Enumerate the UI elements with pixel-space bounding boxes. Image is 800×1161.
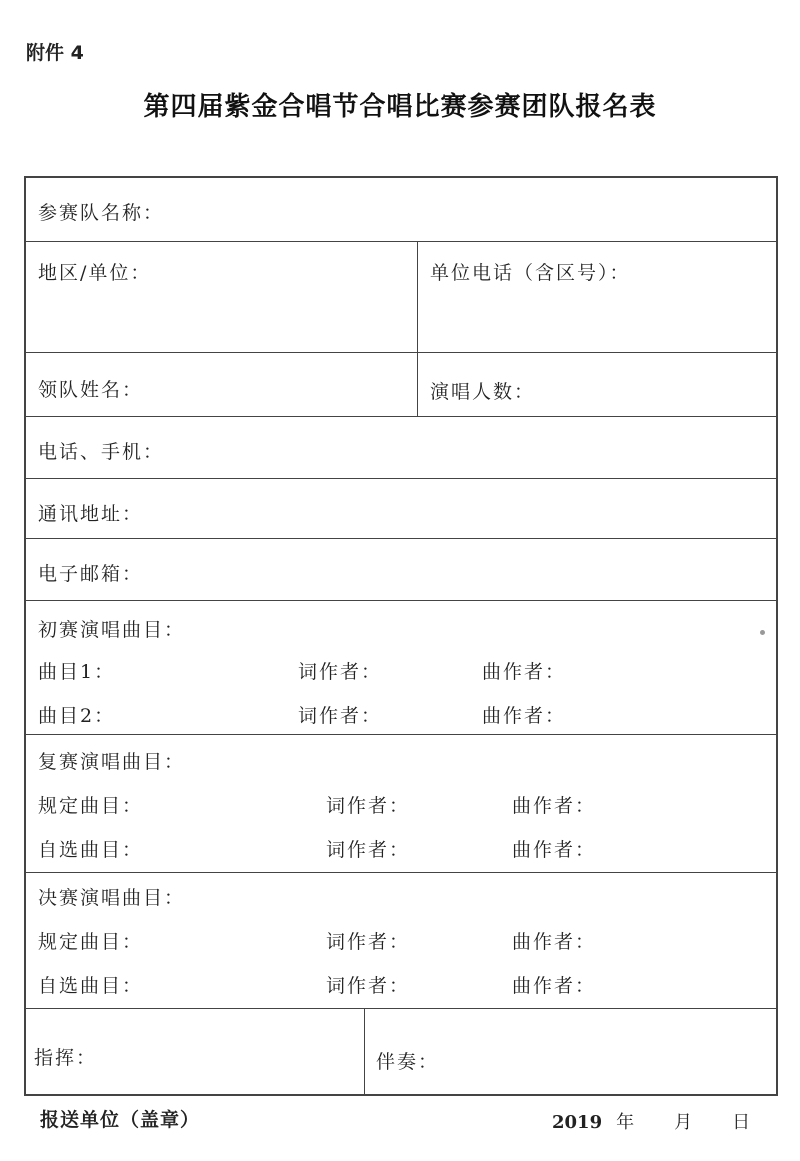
semifinal-composer-2-label: 曲作者： — [512, 839, 597, 861]
accompanist-label: 伴奏： — [376, 1051, 440, 1073]
address-row — [26, 479, 776, 539]
team-name-label: 参赛队名称： — [38, 202, 165, 224]
registration-form — [24, 176, 778, 1096]
date-line — [552, 1108, 750, 1134]
unit-phone-label: 单位电话（含区号）： — [430, 262, 631, 284]
region-divider — [417, 242, 418, 352]
final-heading: 决赛演唱曲目： — [38, 887, 186, 909]
month-unit: 月 — [674, 1112, 693, 1133]
preliminary-section — [26, 601, 776, 735]
leader-name-label: 领队姓名： — [38, 379, 144, 401]
conductor-row — [26, 1009, 776, 1096]
conductor-divider — [364, 1009, 365, 1096]
day-unit: 日 — [732, 1112, 751, 1133]
singer-count-label: 演唱人数： — [430, 381, 536, 403]
phone-row — [26, 417, 776, 479]
submitting-unit-label: 报送单位（盖章） — [40, 1109, 201, 1131]
email-label: 电子邮箱： — [38, 563, 144, 585]
semifinal-song-1-label: 规定曲目： — [38, 795, 144, 817]
preliminary-lyricist-2-label: 词作者： — [298, 705, 383, 727]
preliminary-heading: 初赛演唱曲目： — [38, 619, 186, 641]
preliminary-song-2-label: 曲目2： — [38, 705, 116, 727]
final-section — [26, 873, 776, 1009]
preliminary-lyricist-1-label: 词作者： — [298, 661, 383, 683]
year-unit: 年 — [616, 1112, 635, 1133]
email-row — [26, 539, 776, 601]
attachment-label: 附件 4 — [26, 42, 84, 64]
preliminary-composer-2-label: 曲作者： — [482, 705, 567, 727]
final-lyricist-1-label: 词作者： — [326, 931, 411, 953]
form-title: 第四届紫金合唱节合唱比赛参赛团队报名表 — [143, 92, 657, 122]
semifinal-heading: 复赛演唱曲目： — [38, 751, 186, 773]
region-label: 地区/单位： — [38, 262, 152, 284]
semifinal-section — [26, 735, 776, 873]
region-row — [26, 242, 776, 353]
preliminary-song-1-label: 曲目1： — [38, 661, 116, 683]
leader-divider — [417, 353, 418, 416]
address-label: 通讯地址： — [38, 503, 144, 525]
final-composer-2-label: 曲作者： — [512, 975, 597, 997]
semifinal-song-2-label: 自选曲目： — [38, 839, 144, 861]
scan-dot — [760, 630, 765, 635]
final-composer-1-label: 曲作者： — [512, 931, 597, 953]
leader-row — [26, 353, 776, 417]
final-lyricist-2-label: 词作者： — [326, 975, 411, 997]
final-song-2-label: 自选曲目： — [38, 975, 144, 997]
semifinal-lyricist-1-label: 词作者： — [326, 795, 411, 817]
semifinal-lyricist-2-label: 词作者： — [326, 839, 411, 861]
phone-label: 电话、手机： — [38, 441, 165, 463]
preliminary-composer-1-label: 曲作者： — [482, 661, 567, 683]
semifinal-composer-1-label: 曲作者： — [512, 795, 597, 817]
team-name-row — [26, 178, 776, 242]
year-value: 2019 — [552, 1112, 603, 1133]
conductor-label: 指挥： — [34, 1047, 98, 1069]
final-song-1-label: 规定曲目： — [38, 931, 144, 953]
